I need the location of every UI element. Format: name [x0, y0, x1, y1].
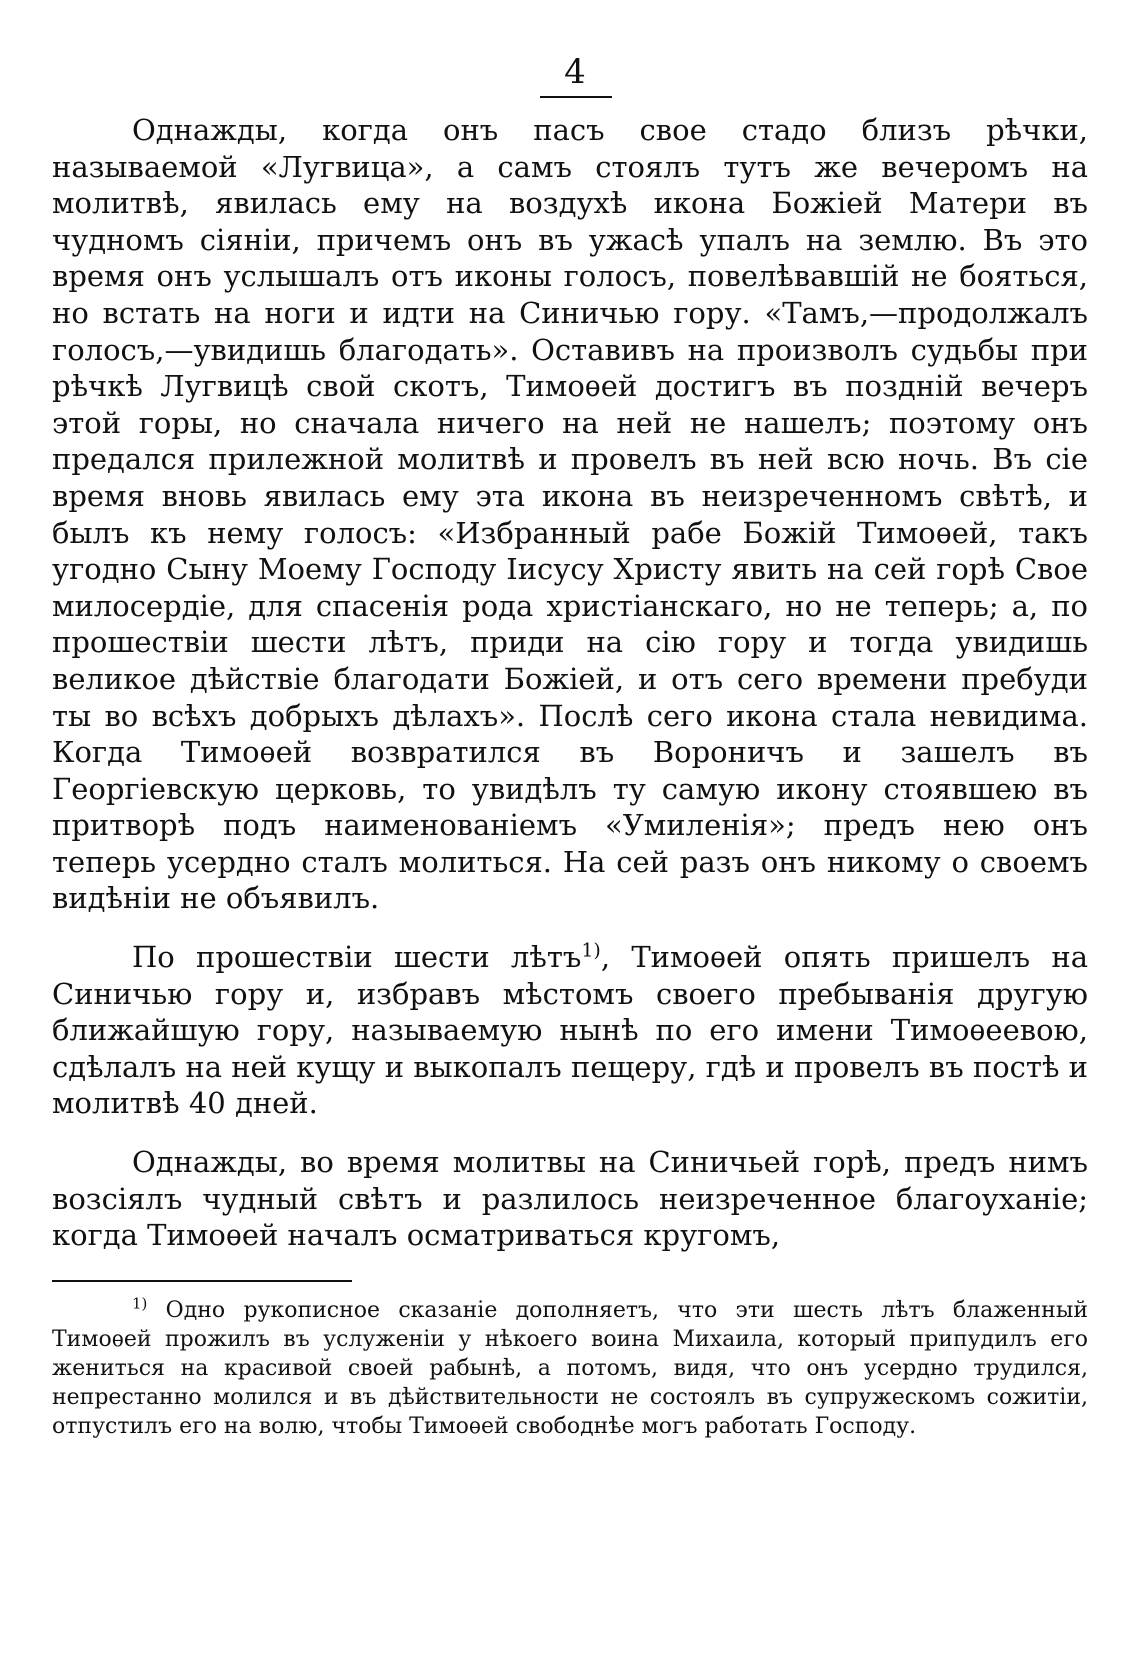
- paragraph-3: Однажды, во время молитвы на Синичьей горѣ, предъ нимъ возсіялъ чудный свѣтъ и разлилось неизреченное благоуханіе; когда Тимоѳей началъ осматриваться кругомъ,: [52, 1145, 1088, 1253]
- paragraph-2-lead: По прошествіи шести лѣтъ: [132, 940, 582, 975]
- footnote-reference: 1): [581, 939, 601, 962]
- footnote-text: Одно рукописное сказаніе дополняетъ, что эти шесть лѣтъ блаженный Тимоѳей прожилъ въ услуженіи у нѣкоего воина Михаила, который припудилъ его жениться на красивой своей рабынѣ, а потомъ, видя, что онъ усердно трудился, непрестанно молился и въ дѣйствительности не состоялъ въ супружескомъ сожитіи, отпустилъ его на волю, чтобы Тимоѳей свободнѣе могъ работать Господу.: [52, 1297, 1088, 1439]
- page-number-underline: [540, 96, 612, 98]
- paragraph-1: Однажды, когда онъ пасъ свое стадо близъ рѣчки, называемой «Лугвица», а самъ стоялъ тутъ же вечеромъ на молитвѣ, явилась ему на воздухѣ икона Божіей Матери въ чудномъ сіяніи, причемъ онъ въ ужасѣ упалъ на землю. Въ это время онъ услышалъ отъ иконы голосъ, повелѣвавшій не бояться, но встать на ноги и идти на Синичью гору. «Тамъ,—продолжалъ голосъ,—увидишь благодать». Оставивъ на произволъ судьбы при рѣчкѣ Лугвицѣ свой скотъ, Тимоѳей достигъ въ поздній вечеръ этой горы, но сначала ничего на ней не нашелъ; поэтому онъ предался прилежной молитвѣ и провелъ въ ней всю ночь. Въ сіе время вновь явилась ему эта икона въ неизреченномъ свѣтѣ, и былъ къ нему голосъ: «Избранный рабе Божій Тимоѳей, такъ угодно Сыну Моему Господу Іисусу Христу явить на сей горѣ Свое милосердіе, для спасенія рода христіанскаго, но не теперь; а, по прошествіи шести лѣтъ, приди на сію гору и тогда увидишь великое дѣйствіе благодати Божіей, и отъ сего времени пребуди ты во всѣхъ добрыхъ дѣлахъ». Послѣ сего икона стала невидима. Когда Тимоѳей возвратился въ Вороничъ и зашелъ въ Георгіевскую церковь, то увидѣлъ ту самую икону стоявшею въ притворѣ подъ наименованіемъ «Умиленія»; предъ нею онъ теперь усердно сталъ молиться. На сей разъ онъ никому о своемъ видѣніи не объявилъ.: [52, 113, 1088, 916]
- paragraph-2-text: Тимоѳей опять пришелъ на Синичью гору и, избравъ мѣстомъ своего пребыванія другую ближайшую гору, называемую нынѣ по его имени Тимоѳеевою, сдѣлалъ на ней кущу и выкопалъ пещеру, гдѣ и провелъ въ постѣ и молитвѣ 40 дней.: [52, 940, 1088, 1121]
- footnote-separator: [52, 1280, 352, 1282]
- footnote-marker: 1): [132, 1294, 148, 1313]
- page: [52, 52, 1088, 1441]
- footnote-paragraph: [52, 1296, 1088, 1441]
- paragraph-2: По прошествіи шести лѣтъ$^{1)}$, Тимоѳей опять пришелъ на Синичью гору и, избравъ мѣстомъ своего пребыванія другую ближайшую гору, называемую нынѣ по его имени Тимоѳеевою, сдѣлалъ на ней кущу и выкопалъ пещеру, гдѣ и провелъ въ постѣ и молитвѣ 40 дней.: [52, 939, 1088, 1121]
- page-number: 4: [564, 52, 586, 92]
- body-text: [52, 112, 1088, 1254]
- footnote: [52, 1296, 1088, 1441]
